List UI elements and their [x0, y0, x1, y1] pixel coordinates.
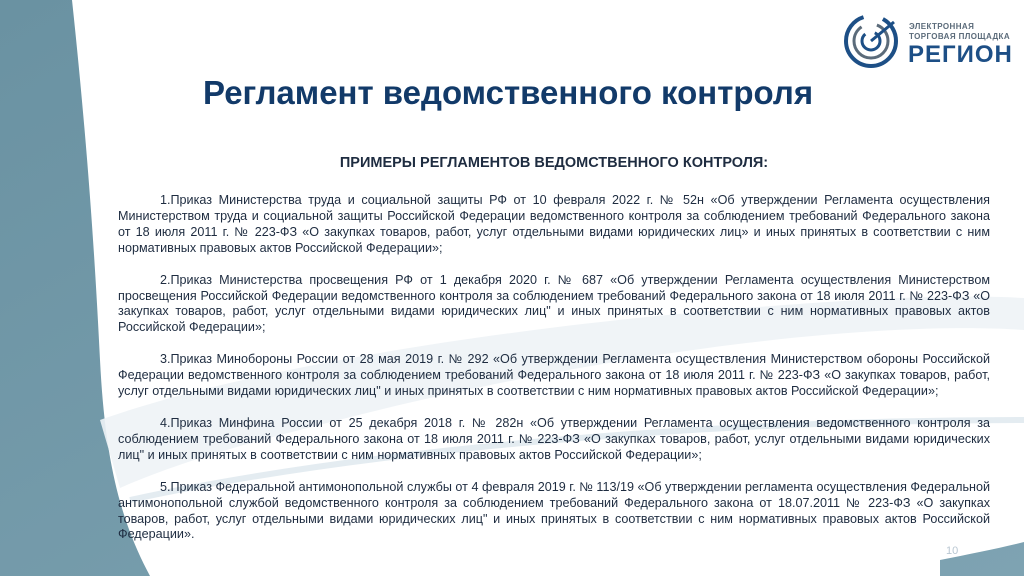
- section-heading: ПРИМЕРЫ РЕГЛАМЕНТОВ ВЕДОМСТВЕННОГО КОНТРОЛЯ:: [339, 155, 769, 171]
- region-logo: [842, 12, 1012, 70]
- regulation-item-5: 5.Приказ Федеральной антимонопольной службы от 4 февраля 2019 г. № 113/19 «Об утверждении регламента осуществления Федеральной антимонопольной службой ведомственного контроля за соблюдением требований Федерального закона от 18.07.2011 № 223-ФЗ «О закупках товаров, работ, услуг отдельными видами юридических лиц" и иных принятых в соответствии с ним нормативных правовых актов Российской Федерации».: [118, 479, 990, 542]
- region-emblem-icon: [842, 12, 900, 70]
- slide-title: Регламент ведомственного контроля: [203, 74, 814, 111]
- logo-name: РЕГИОН: [908, 41, 1013, 68]
- regulation-list: [118, 193, 990, 559]
- regulation-item-4: 4.Приказ Минфина России от 25 декабря 2018 г. № 282н «Об утверждении Регламента осуществления ведомственного контроля за соблюдением требований Федерального закона от 18 июля 2011 г. № 223-ФЗ «О закупках товаров, работ, услуг отдельными видами юридических лиц" и иных принятых в соответствии с ним нормативных правовых актов Российской Федерации»;: [118, 415, 990, 462]
- logo-line-2: ТОРГОВАЯ ПЛОЩАДКА: [909, 32, 1010, 41]
- regulation-item-2: 2.Приказ Министерства просвещения РФ от 1 декабря 2020 г. № 687 «Об утверждении Регламента осуществления Министерством просвещения Российской Федерации ведомственного контроля за соблюдением требований Федерального закона от 18 июля 2011 г. № 223-ФЗ «О закупках товаров, работ, услуг отдельными видами юридических лиц" и иных принятых в соответствии с ним нормативных правовых актов Российской Федерации»;: [118, 272, 990, 335]
- regulation-item-1: 1.Приказ Министерства труда и социальной защиты РФ от 10 февраля 2022 г. № 52н «Об утверждении Регламента осуществления Министерством труда и социальной защиты Российской Федерации ведомственного контроля за соблюдением требований Федерального закона от 18 июля 2011 г. № 223-ФЗ «О закупках товаров, работ, услуг отдельными видами юридических лиц» и иных принятых в соответствии с ним нормативных правовых актов Российской Федерации»;: [118, 193, 990, 255]
- regulation-item-3: 3.Приказ Минобороны России от 28 мая 2019 г. № 292 «Об утверждении Регламента осуществления Министерством обороны Российской Федерации ведомственного контроля за соблюдением требований Федерального закона от 18 июля 2011 г. № 223-ФЗ «О закупках товаров, работ, услуг отдельными видами юридических лиц" и иных принятых в соответствии с ним нормативных правовых актов Российской Федерации»;: [118, 352, 990, 399]
- logo-line-1: ЭЛЕКТРОННАЯ: [909, 22, 975, 31]
- page-number: 10: [946, 545, 959, 557]
